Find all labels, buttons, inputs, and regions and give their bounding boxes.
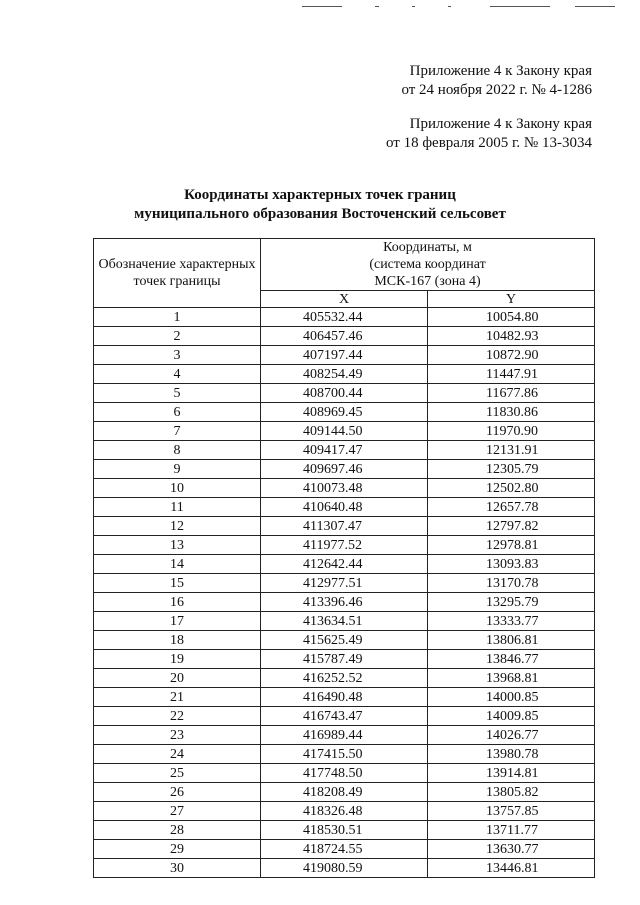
table-row <box>94 688 595 707</box>
header-point-designation: Обозначение характерных точек границы <box>94 239 261 308</box>
cell-point-number: 26 <box>94 783 261 802</box>
cell-point-number: 7 <box>94 422 261 441</box>
appendix-note-original <box>386 115 592 153</box>
cell-point-number: 28 <box>94 821 261 840</box>
table-row <box>94 460 595 479</box>
cell-x: 412642.44 <box>261 555 428 574</box>
cell-point-number: 6 <box>94 403 261 422</box>
cell-point-number: 20 <box>94 669 261 688</box>
cell-x: 408969.45 <box>261 403 428 422</box>
cell-x: 409697.46 <box>261 460 428 479</box>
cell-y: 13757.85 <box>428 802 595 821</box>
table-row <box>94 384 595 403</box>
header-x: X <box>261 291 428 308</box>
coordinates-table <box>93 238 595 878</box>
cell-x: 418530.51 <box>261 821 428 840</box>
appendix-note-current <box>401 62 592 100</box>
cell-x: 409144.50 <box>261 422 428 441</box>
table-row <box>94 612 595 631</box>
cell-y: 13846.77 <box>428 650 595 669</box>
cell-point-number: 13 <box>94 536 261 555</box>
cell-y: 13980.78 <box>428 745 595 764</box>
table-row <box>94 726 595 745</box>
table-row <box>94 308 595 327</box>
table-row <box>94 821 595 840</box>
table-row <box>94 745 595 764</box>
cell-y: 12657.78 <box>428 498 595 517</box>
cell-x: 416252.52 <box>261 669 428 688</box>
cell-x: 408700.44 <box>261 384 428 403</box>
table-row <box>94 365 595 384</box>
cell-y: 13170.78 <box>428 574 595 593</box>
cell-y: 13711.77 <box>428 821 595 840</box>
table-row <box>94 764 595 783</box>
cell-x: 415787.49 <box>261 650 428 669</box>
table-row <box>94 498 595 517</box>
table-body <box>94 308 595 878</box>
cell-point-number: 19 <box>94 650 261 669</box>
table-row <box>94 650 595 669</box>
cell-y: 13630.77 <box>428 840 595 859</box>
cell-point-number: 23 <box>94 726 261 745</box>
cell-point-number: 2 <box>94 327 261 346</box>
cell-point-number: 21 <box>94 688 261 707</box>
cell-y: 12305.79 <box>428 460 595 479</box>
cell-point-number: 12 <box>94 517 261 536</box>
header-y: Y <box>428 291 595 308</box>
table-row <box>94 802 595 821</box>
table-row <box>94 441 595 460</box>
cell-point-number: 22 <box>94 707 261 726</box>
cell-x: 410073.48 <box>261 479 428 498</box>
table-row <box>94 840 595 859</box>
cell-point-number: 5 <box>94 384 261 403</box>
cell-x: 417415.50 <box>261 745 428 764</box>
cell-x: 405532.44 <box>261 308 428 327</box>
cell-x: 416490.48 <box>261 688 428 707</box>
cell-point-number: 30 <box>94 859 261 878</box>
table-row <box>94 593 595 612</box>
cell-x: 406457.46 <box>261 327 428 346</box>
appendix-line: Приложение 4 к Закону края <box>409 116 592 132</box>
cell-point-number: 3 <box>94 346 261 365</box>
cell-point-number: 17 <box>94 612 261 631</box>
cell-y: 13805.82 <box>428 783 595 802</box>
cell-y: 11830.86 <box>428 403 595 422</box>
cell-y: 13295.79 <box>428 593 595 612</box>
table-row <box>94 783 595 802</box>
cell-point-number: 11 <box>94 498 261 517</box>
table-row <box>94 517 595 536</box>
table-row <box>94 555 595 574</box>
cell-point-number: 24 <box>94 745 261 764</box>
cell-point-number: 8 <box>94 441 261 460</box>
cell-x: 418208.49 <box>261 783 428 802</box>
table-row <box>94 346 595 365</box>
cell-x: 418724.55 <box>261 840 428 859</box>
cell-y: 14009.85 <box>428 707 595 726</box>
cell-y: 12978.81 <box>428 536 595 555</box>
document-title <box>0 186 640 224</box>
appendix-line: Приложение 4 к Закону края <box>409 63 592 79</box>
cell-x: 408254.49 <box>261 365 428 384</box>
cell-y: 12797.82 <box>428 517 595 536</box>
cell-y: 13914.81 <box>428 764 595 783</box>
cell-x: 411977.52 <box>261 536 428 555</box>
cell-y: 14000.85 <box>428 688 595 707</box>
cell-x: 416743.47 <box>261 707 428 726</box>
table-row <box>94 574 595 593</box>
cell-point-number: 16 <box>94 593 261 612</box>
cell-y: 12502.80 <box>428 479 595 498</box>
table-row <box>94 707 595 726</box>
cell-x: 415625.49 <box>261 631 428 650</box>
cell-x: 411307.47 <box>261 517 428 536</box>
cell-y: 11677.86 <box>428 384 595 403</box>
table-row <box>94 669 595 688</box>
header-coordinates <box>261 239 595 291</box>
cell-y: 11447.91 <box>428 365 595 384</box>
appendix-date-line: от 24 ноября 2022 г. № 4-1286 <box>401 82 592 98</box>
cell-x: 412977.51 <box>261 574 428 593</box>
cell-point-number: 1 <box>94 308 261 327</box>
cell-x: 413396.46 <box>261 593 428 612</box>
cell-x: 416989.44 <box>261 726 428 745</box>
cell-point-number: 25 <box>94 764 261 783</box>
cell-x: 413634.51 <box>261 612 428 631</box>
appendix-date-line: от 18 февраля 2005 г. № 13-3034 <box>385 135 592 151</box>
table-row <box>94 479 595 498</box>
table-row <box>94 631 595 650</box>
cell-point-number: 10 <box>94 479 261 498</box>
cell-x: 407197.44 <box>261 346 428 365</box>
header-coordinates-line-1: Координаты, м <box>383 240 472 255</box>
cell-point-number: 4 <box>94 365 261 384</box>
cell-y: 10482.93 <box>428 327 595 346</box>
header-coordinates-line-3: МСК-167 (зона 4) <box>374 274 481 289</box>
table-row <box>94 403 595 422</box>
cell-point-number: 15 <box>94 574 261 593</box>
table-row <box>94 536 595 555</box>
cell-point-number: 29 <box>94 840 261 859</box>
cell-point-number: 14 <box>94 555 261 574</box>
table-row <box>94 859 595 878</box>
cell-y: 14026.77 <box>428 726 595 745</box>
title-line-1: Координаты характерных точек границ <box>184 187 456 203</box>
cell-y: 13968.81 <box>428 669 595 688</box>
cell-y: 10872.90 <box>428 346 595 365</box>
header-coordinates-line-2: (система координат <box>369 257 486 272</box>
cell-y: 13093.83 <box>428 555 595 574</box>
cell-y: 13333.77 <box>428 612 595 631</box>
cell-point-number: 9 <box>94 460 261 479</box>
cell-y: 10054.80 <box>428 308 595 327</box>
cell-y: 12131.91 <box>428 441 595 460</box>
table-row <box>94 422 595 441</box>
cell-point-number: 18 <box>94 631 261 650</box>
cell-x: 418326.48 <box>261 802 428 821</box>
cell-x: 409417.47 <box>261 441 428 460</box>
table-row <box>94 327 595 346</box>
cell-point-number: 27 <box>94 802 261 821</box>
cell-x: 419080.59 <box>261 859 428 878</box>
cell-x: 410640.48 <box>261 498 428 517</box>
cell-y: 13806.81 <box>428 631 595 650</box>
cell-x: 417748.50 <box>261 764 428 783</box>
title-line-2: муниципального образования Восточенский сельсовет <box>134 206 506 222</box>
cell-y: 11970.90 <box>428 422 595 441</box>
top-scan-marks <box>300 4 640 10</box>
cell-y: 13446.81 <box>428 859 595 878</box>
